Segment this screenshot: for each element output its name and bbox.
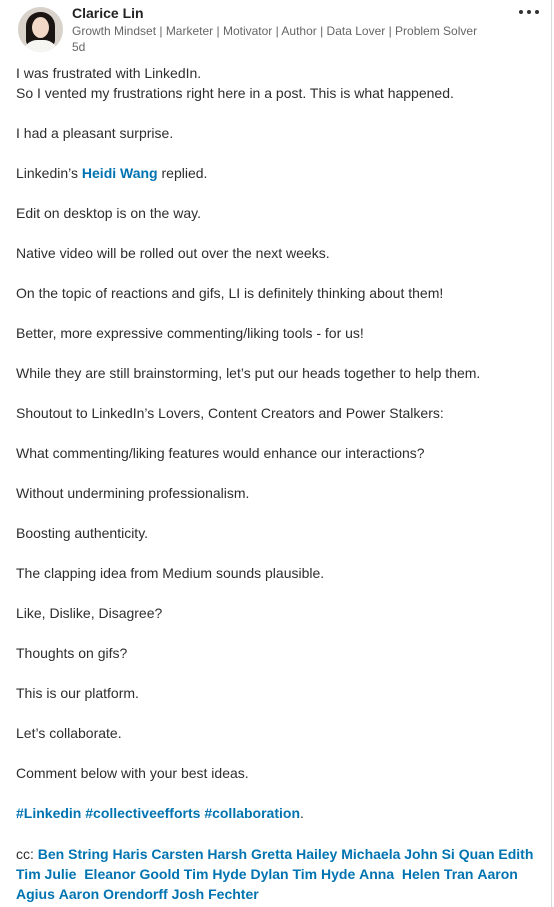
post-line: On the topic of reactions and gifs, LI is definitely thinking about them! [16, 285, 444, 301]
cc-person-link[interactable]: Ben String [37, 846, 109, 862]
cc-person-link[interactable]: Hailey Michaela [296, 846, 401, 862]
cc-person-link[interactable]: Aaron Agius [16, 866, 518, 902]
avatar-face [32, 17, 49, 38]
post-line: Without undermining professionalism. [16, 485, 250, 501]
post-line: What commenting/liking features would enhance our interactions? [16, 445, 425, 461]
post-timestamp: 5d [72, 40, 86, 54]
post-line: The clapping idea from Medium sounds plausible. [16, 565, 325, 581]
post-line: Let’s collaborate. [16, 725, 122, 741]
cc-mentions [16, 844, 541, 904]
post-line: So I vented my frustrations right here in a post. This is what happened. [16, 85, 454, 101]
post-line: Shoutout to LinkedIn’s Lovers, Content Creators and Power Stalkers: [16, 405, 444, 421]
more-options-button[interactable] [517, 5, 541, 19]
more-dot-icon [535, 10, 539, 14]
cc-person-link[interactable]: Dylan [250, 866, 289, 882]
post-line: Native video will be rolled out over the next weeks. [16, 245, 330, 261]
post-line: This is our platform. [16, 685, 139, 701]
more-dot-icon [519, 10, 523, 14]
cc-person-link[interactable]: Eleanor Goold [84, 866, 180, 882]
author-name[interactable]: Clarice Lin [72, 5, 144, 21]
mention-link[interactable]: Heidi Wang [81, 165, 158, 181]
post-line: I was frustrated with LinkedIn. [16, 65, 202, 81]
post-line: Comment below with your best ideas. [16, 765, 249, 781]
cc-person-link[interactable]: John Si [404, 846, 455, 862]
cc-person-link[interactable]: Quan Edith [458, 846, 534, 862]
post-header [17, 5, 542, 55]
cc-person-link[interactable]: Tim Julie [16, 866, 77, 882]
hashtag-link[interactable]: #collaboration [204, 805, 300, 821]
cc-person-link[interactable]: Aaron Orendorff [58, 886, 168, 902]
cc-person-link[interactable]: Haris Carsten [112, 846, 204, 862]
author-headline: Growth Mindset | Marketer | Motivator | Author | Data Lover | Problem Solver [72, 24, 478, 38]
cc-person-link[interactable]: Harsh Gretta [207, 846, 293, 862]
post-line-mention [16, 164, 207, 182]
post-line: Edit on desktop is on the way. [16, 205, 201, 221]
mention-prefix: Linkedin’s [16, 165, 82, 181]
cc-person-link[interactable]: Tim Hyde [292, 866, 356, 882]
hashtag-link[interactable]: #Linkedin [16, 805, 82, 821]
hashtag-link[interactable]: #collectiveefforts [85, 805, 201, 821]
more-dot-icon [527, 10, 531, 14]
hashtag-line [16, 804, 304, 822]
cc-person-link[interactable]: Helen Tran [401, 866, 474, 882]
post-line: I had a pleasant surprise. [16, 125, 174, 141]
cc-person-link[interactable]: Tim Hyde [183, 866, 247, 882]
post-line: Better, more expressive commenting/liking tools - for us! [16, 325, 364, 341]
post-line: Thoughts on gifs? [16, 645, 128, 661]
cc-person-link[interactable]: Josh Fechter [171, 886, 259, 902]
cc-person-link[interactable]: Anna [359, 866, 395, 882]
post-line: Like, Dislike, Disagree? [16, 605, 163, 621]
hashtag-period: . [300, 805, 304, 821]
avatar[interactable] [18, 7, 63, 52]
post-line: Boosting authenticity. [16, 525, 149, 541]
cc-label: cc: [16, 846, 34, 862]
post-line: While they are still brainstorming, let’s put our heads together to help them. [16, 365, 481, 381]
mention-suffix: replied. [157, 165, 208, 181]
